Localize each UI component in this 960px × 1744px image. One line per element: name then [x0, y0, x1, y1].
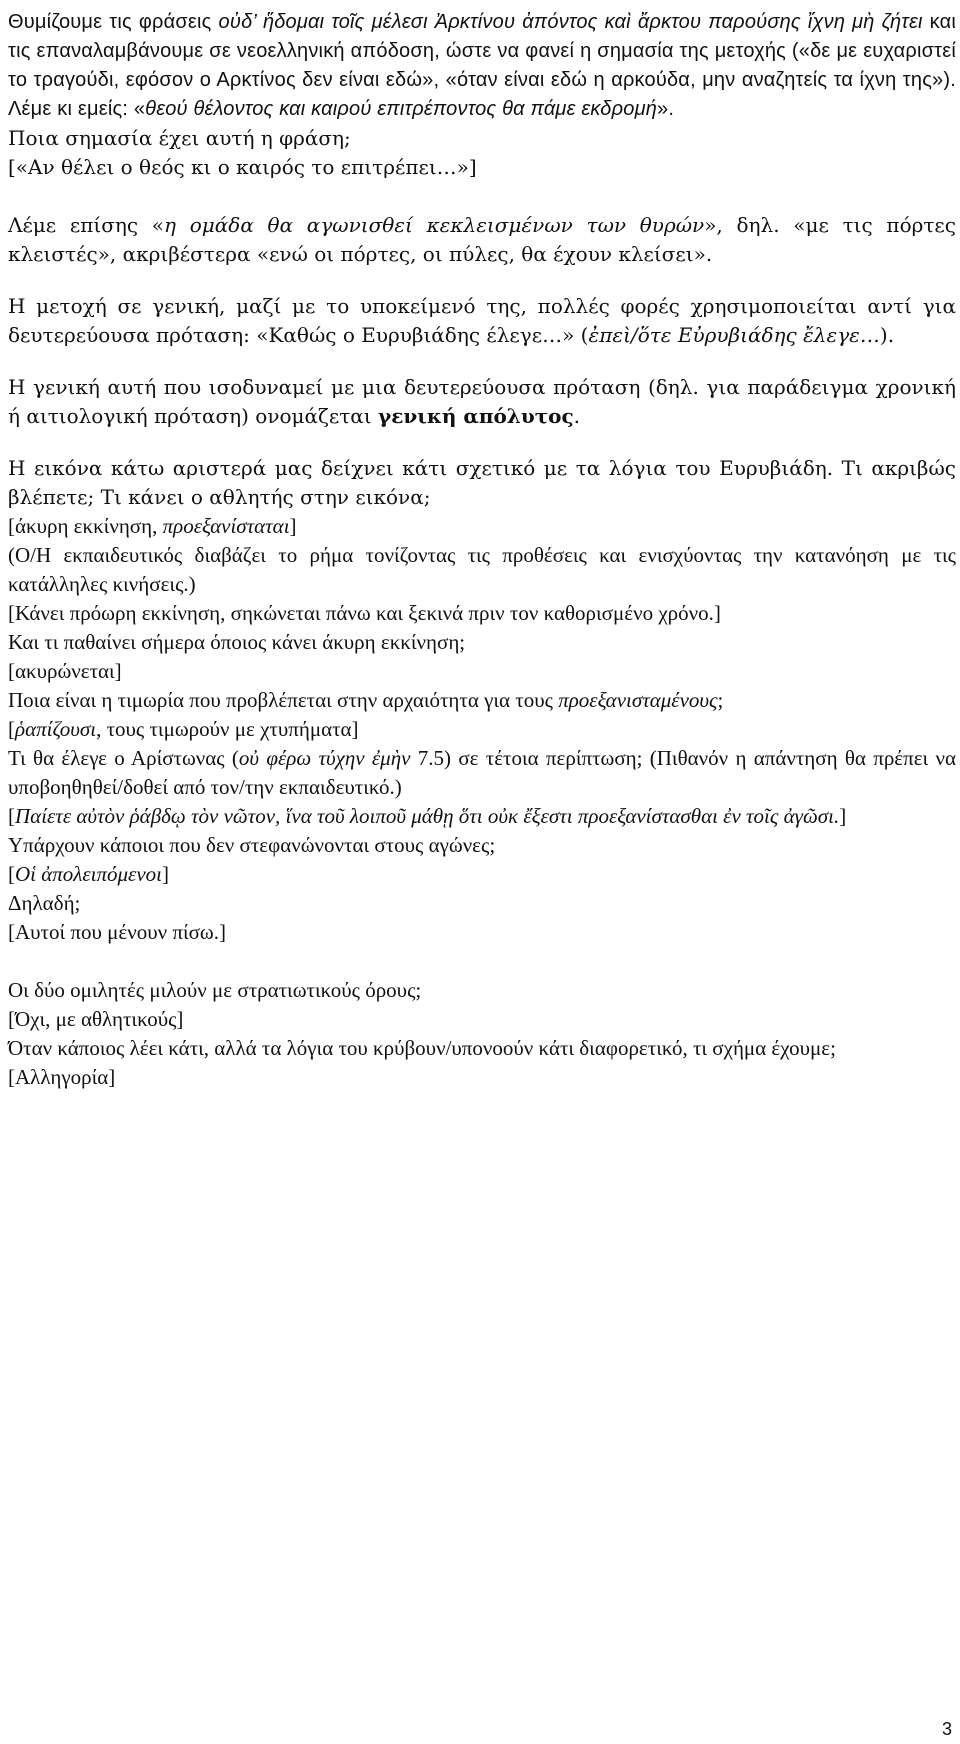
text: », δηλ. «με τις πόρτες κλειστές», ακριβέστερα «ενώ οι πόρτες, οι πύλες, θα έχουν κλείσει».	[8, 213, 956, 266]
paragraph-intro	[8, 8, 956, 124]
answer: [Παίετε αὐτὸν ῥάβδῳ τὸν νῶτον, ἵνα τοῦ λοιποῦ μάθῃ ὅτι οὐκ ἔξεστι προεξανίστασθαι ἐν τοῖς ἀγῶσι.]	[8, 804, 847, 828]
document-page	[8, 8, 956, 1092]
question: Όταν κάποιος λέει κάτι, αλλά τα λόγια του κρύβουν/υπονοούν κάτι διαφορετικό, τι σχήμα έχουμε;	[8, 1036, 836, 1060]
paragraph-participle	[8, 292, 956, 350]
question: Η εικόνα κάτω αριστερά μας δείχνει κάτι σχετικό με τα λόγια του Ευρυβιάδη. Τι ακριβώς βλέπετε; Τι κάνει ο αθλητής στην εικόνα;	[8, 456, 956, 509]
term: γενική απόλυτος	[378, 404, 574, 428]
answer: [ῥαπίζουσι, τους τιμωρούν με χτυπήματα]	[8, 717, 359, 741]
ancient-word: Οἱ ἀπολειπόμενοι	[15, 862, 162, 886]
answer: [άκυρη εκκίνηση, προεξανίσταται]	[8, 514, 297, 538]
ancient-word: ῥαπίζουσι	[15, 717, 97, 741]
paragraph-closed-doors	[8, 211, 956, 269]
text: και τις επαναλαμβάνουμε σε νεοελληνική απόδοση, ώστε να φανεί η σημασία της μετοχής («δε με ευχαριστεί το τραγούδι, εφόσον ο Αρκτίνος δεν είναι εδώ», «όταν είναι εδώ η αρκούδα, μην αναζητείς τα ίχνη της»). Λέμε κι εμείς: «	[8, 11, 956, 120]
answer: [Αλληγορία]	[8, 1065, 116, 1089]
question: Υπάρχουν κάποιοι που δεν στεφανώνονται στους αγώνες;	[8, 833, 496, 857]
text: .	[573, 404, 581, 428]
paragraph-genitive-absolute	[8, 373, 956, 431]
question: Και τι παθαίνει σήμερα όποιος κάνει άκυρη εκκίνηση;	[8, 630, 466, 654]
answer: [«Αν θέλει ο θεός κι ο καιρός το επιτρέπει…»]	[8, 155, 477, 179]
ancient-word: προεξανισταμένους	[558, 688, 718, 712]
answer: [Οἱ ἀπολειπόμενοι]	[8, 862, 169, 886]
question: Ποια είναι η τιμωρία που προβλέπεται στην αρχαιότητα για τους προεξανισταμένους;	[8, 688, 724, 712]
modern-quote: θεού θέλοντος και καιρού επιτρέποντος θα πάμε εκδρομή	[145, 98, 658, 120]
ancient-quote: οὐδ’ ἥδομαι τοῖς μέλεσι Ἀρκτίνου ἀπόντος καὶ ἄρκτου	[218, 11, 702, 33]
ancient-word: προεξανίσταται	[162, 514, 290, 538]
question: Ποια σημασία έχει αυτή η φράση;	[8, 126, 351, 150]
ancient-quote: ἐπεὶ/ὅτε Εὐρυβιάδης ἔλεγε…	[588, 323, 880, 347]
text: ».	[657, 98, 675, 120]
answer: [Αυτοί που μένουν πίσω.]	[8, 920, 226, 944]
ancient-quote: Παίετε αὐτὸν ῥάβδῳ τὸν νῶτον, ἵνα τοῦ λοιποῦ μάθῃ ὅτι οὐκ ἔξεστι προεξανίστασθαι ἐν τοῖς ἀγῶσι.	[15, 804, 840, 828]
page-number: 3	[941, 1719, 952, 1739]
question: Τι θα έλεγε ο Αρίστωνας (οὐ φέρω τύχην ἐμὴν 7.5) σε τέτοια περίπτωση; (Πιθανόν η απάντηση θα πρέπει να υποβοηθηθεί/δοθεί από τον/την εκπαιδευτικό.)	[8, 746, 957, 799]
teacher-note: (Ο/Η εκπαιδευτικός διαβάζει το ρήμα τονίζοντας τις προθέσεις και ενισχύοντας την κατανόηση με τις κατάλληλες κινήσεις.)	[8, 543, 956, 596]
answer: [ακυρώνεται]	[8, 659, 122, 683]
text: Λέμε επίσης «	[8, 213, 165, 237]
text: Η γενική αυτή που ισοδυναμεί με μια δευτερεύουσα πρόταση (δηλ. για παράδειγμα χρονική ή αιτιολογική πρόταση) ονομάζεται	[8, 375, 956, 428]
answer: [Όχι, με αθλητικούς]	[8, 1007, 184, 1031]
answer: [Κάνει πρόωρη εκκίνηση, σηκώνεται πάνω και ξεκινά πριν τον καθορισμένο χρόνο.]	[8, 601, 721, 625]
text: Η μετοχή σε γενική, μαζί με το υποκείμενό της, πολλές φορές χρησιμοποιείται αντί για δευτερεύουσα πρόταση: «Καθώς ο Ευρυβιάδης έλεγε…» (	[8, 294, 956, 347]
ancient-quote: οὐ φέρω τύχην ἐμὴν	[238, 746, 411, 770]
ancient-quote: παρούσης ἴχνη μὴ ζήτει	[708, 11, 923, 33]
question: Οι δύο ομιλητές μιλούν με στρατιωτικούς όρους;	[8, 978, 422, 1002]
text: Θυμίζουμε τις φράσεις	[8, 11, 219, 33]
text: ).	[879, 323, 895, 347]
modern-quote: η ομάδα θα αγωνισθεί κεκλεισμένων των θυρών	[164, 213, 705, 237]
question: Δηλαδή;	[8, 891, 81, 915]
